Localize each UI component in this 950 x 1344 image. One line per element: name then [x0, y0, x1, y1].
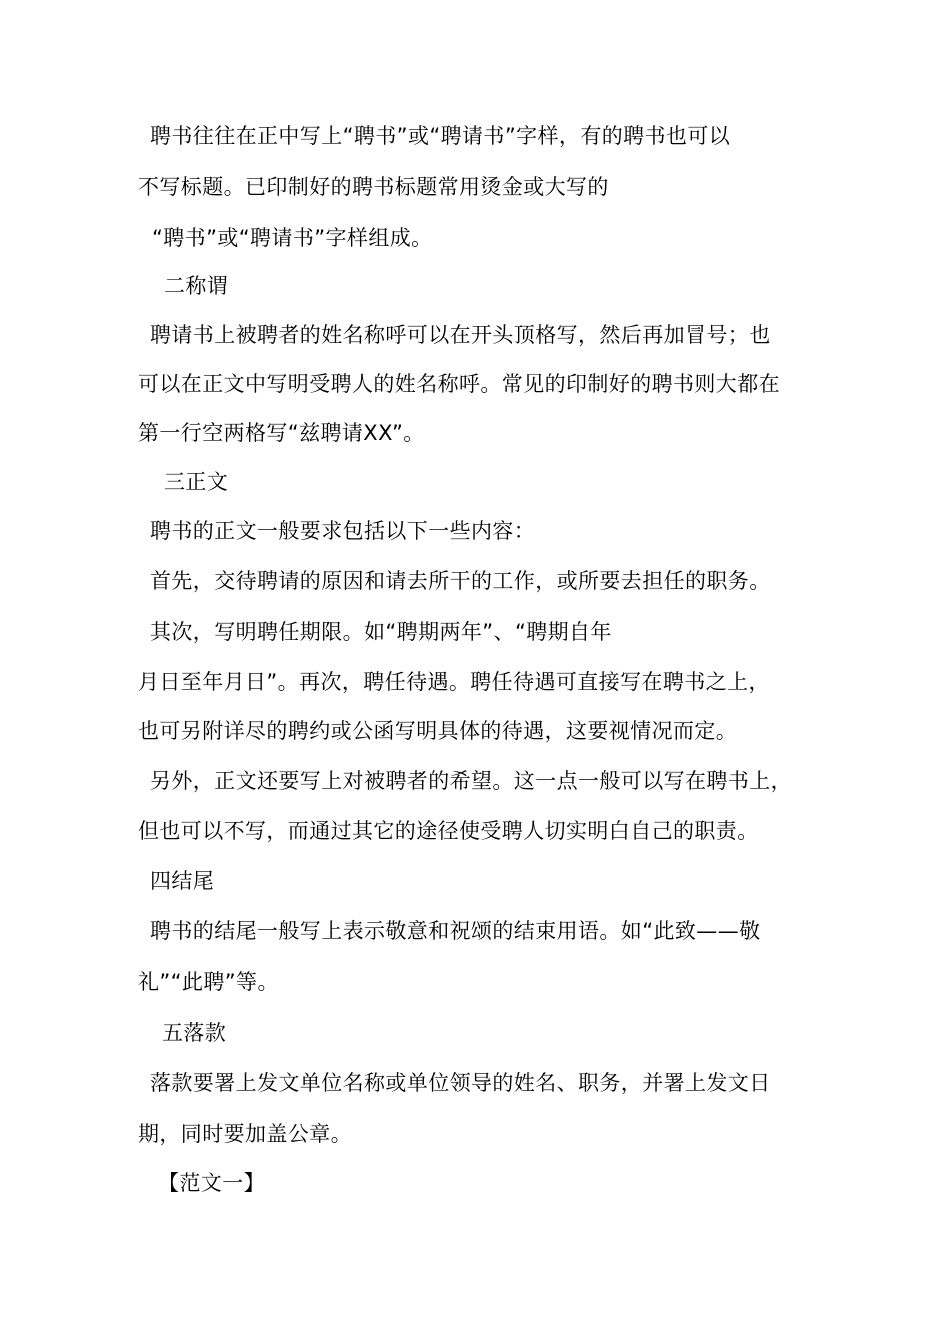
paragraph-line: 聘书往往在正中写上“聘书”或“聘请书”字样，有的聘书也可以 — [150, 124, 731, 148]
paragraph-line: 也可另附详尽的聘约或公函写明具体的待遇，这要视情况而定。 — [138, 719, 738, 743]
paragraph-line: “聘书”或“聘请书”字样组成。 — [152, 226, 433, 250]
paragraph-line: 第一行空两格写“兹聘请XX”。 — [138, 421, 425, 445]
paragraph-line: 其次，写明聘任期限。如“聘期两年”、“聘期自年 — [150, 620, 612, 644]
paragraph-line: 聘请书上被聘者的姓名称呼可以在开头顶格写，然后再加冒号；也 — [150, 323, 771, 347]
paragraph-line: 可以在正文中写明受聘人的姓名称呼。常见的印制好的聘书则大都在 — [138, 372, 780, 396]
section-heading: 二称谓 — [164, 274, 229, 298]
paragraph-line: 礼”“此聘”等。 — [138, 970, 279, 994]
paragraph-line: 月日至年月日”。再次，聘任待遇。聘任待遇可直接写在聘书之上， — [138, 670, 770, 694]
paragraph-line: 不写标题。已印制好的聘书标题常用烫金或大写的 — [138, 175, 609, 199]
paragraph-line: 聘书的结尾一般写上表示敬意和祝颂的结束用语。如“此致——敬 — [150, 919, 761, 943]
paragraph-line: 但也可以不写，而通过其它的途径使受聘人切实明白自己的职责。 — [138, 819, 759, 843]
paragraph-line: 另外，正文还要写上对被聘者的希望。这一点一般可以写在聘书上， — [150, 769, 792, 793]
section-heading: 三正文 — [164, 470, 229, 494]
sample-heading: 【范文一】 — [158, 1171, 265, 1195]
paragraph-line: 首先，交待聘请的原因和请去所干的工作，或所要去担任的职务。 — [150, 569, 771, 593]
paragraph-line: 聘书的正文一般要求包括以下一些内容： — [150, 519, 536, 543]
paragraph-line: 落款要署上发文单位名称或单位领导的姓名、职务，并署上发文日 — [150, 1071, 771, 1095]
section-heading: 四结尾 — [150, 869, 215, 893]
section-heading: 五落款 — [162, 1021, 227, 1045]
paragraph-line: 期，同时要加盖公章。 — [138, 1122, 352, 1146]
